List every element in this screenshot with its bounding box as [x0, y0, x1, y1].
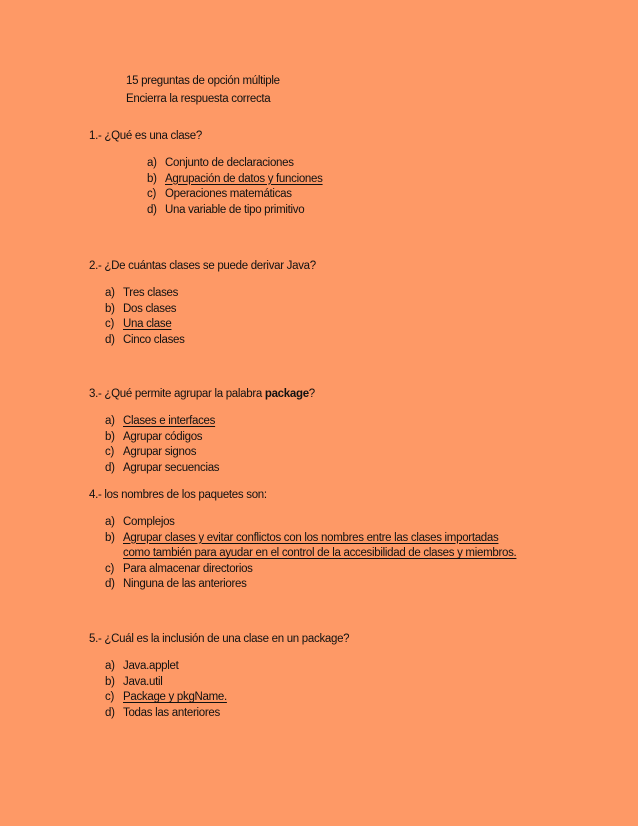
- option-2c: [105, 317, 316, 333]
- option-4a: [105, 515, 525, 531]
- option-text: Complejos: [123, 516, 175, 528]
- option-3c: [105, 445, 315, 461]
- instructions: [126, 72, 280, 108]
- option-label: a): [105, 516, 115, 528]
- option-text-correct: Una clase: [123, 318, 172, 330]
- question-5-text: 5.- ¿Cuál es la inclusión de una clase en un package?: [89, 633, 350, 645]
- option-label: c): [105, 691, 114, 703]
- option-1d: [147, 203, 323, 219]
- option-text-correct: Agrupar clases y evitar conflictos con los nombres entre las clases importadas como también para ayudar en el control de la accesibilidad de clases y miembros.: [123, 531, 517, 559]
- option-label: d): [147, 203, 157, 216]
- option-text: Cinco clases: [123, 333, 185, 346]
- question-4-options: [105, 515, 525, 593]
- option-4b: [105, 531, 525, 562]
- option-text: Dos clases: [123, 302, 177, 315]
- option-text: Agrupar signos: [123, 446, 197, 458]
- option-label: d): [105, 461, 115, 474]
- question-4: [89, 487, 525, 593]
- option-text-correct: Agrupación de datos y funciones: [165, 172, 323, 185]
- option-1b: [147, 172, 323, 188]
- question-2: [89, 258, 316, 348]
- question-5: [89, 631, 349, 721]
- option-3b: [105, 430, 315, 446]
- option-text-correct: Clases e interfaces: [123, 415, 216, 427]
- option-1c: [147, 187, 323, 203]
- option-text: Conjunto de declaraciones: [165, 157, 294, 169]
- option-label: c): [105, 562, 114, 575]
- option-text: Java.applet: [123, 660, 179, 672]
- option-text-correct: Package y pkgName.: [123, 691, 227, 703]
- option-5d: [105, 706, 349, 722]
- question-1-text: 1.- ¿Qué es una clase?: [89, 130, 202, 142]
- question-2-options: [105, 286, 316, 348]
- instructions-line-2: Encierra la respuesta correcta: [126, 93, 271, 105]
- option-3d: [105, 461, 315, 477]
- option-label: a): [105, 660, 115, 672]
- question-1: [89, 128, 323, 218]
- option-2d: [105, 333, 316, 349]
- option-text: Tres clases: [123, 287, 179, 299]
- option-label: b): [105, 675, 115, 688]
- option-label: d): [105, 706, 115, 719]
- option-5c: [105, 690, 349, 706]
- question-3-text-after: ?: [308, 388, 315, 400]
- option-label: a): [105, 415, 115, 427]
- option-text: Agrupar códigos: [123, 430, 203, 443]
- option-3a: [105, 414, 315, 430]
- question-3-keyword: package: [264, 388, 309, 400]
- option-label: d): [105, 578, 115, 590]
- option-label: c): [105, 446, 114, 458]
- question-1-options: [147, 156, 323, 218]
- question-4-text: 4.- los nombres de los paquetes son:: [89, 489, 267, 501]
- question-3: [89, 386, 315, 476]
- question-5-options: [105, 659, 349, 721]
- option-label: b): [147, 172, 157, 185]
- instructions-line-1: 15 preguntas de opción múltiple: [126, 75, 280, 87]
- option-text: Operaciones matemáticas: [165, 188, 292, 200]
- option-5b: [105, 675, 349, 691]
- question-3-options: [105, 414, 315, 476]
- option-2b: [105, 302, 316, 318]
- option-label: b): [105, 430, 115, 443]
- option-text: Una variable de tipo primitivo: [165, 203, 305, 216]
- option-text: Java.util: [123, 675, 163, 688]
- option-text: Para almacenar directorios: [123, 562, 253, 575]
- question-3-text: [89, 386, 315, 402]
- option-2a: [105, 286, 316, 302]
- option-label: a): [105, 287, 115, 299]
- option-label: d): [105, 333, 115, 346]
- option-4c: [105, 562, 525, 578]
- option-label: a): [147, 157, 157, 169]
- question-3-text-before: 3.- ¿Qué permite agrupar la palabra: [89, 388, 265, 400]
- option-text: Todas las anteriores: [123, 706, 220, 719]
- option-5a: [105, 659, 349, 675]
- option-text: Ninguna de las anteriores: [123, 578, 247, 590]
- option-label: b): [105, 302, 115, 315]
- option-label: c): [105, 318, 114, 330]
- option-label: c): [147, 188, 156, 200]
- option-1a: [147, 156, 323, 172]
- option-text: Agrupar secuencias: [123, 461, 220, 474]
- question-2-text: 2.- ¿De cuántas clases se puede derivar Java?: [89, 260, 316, 272]
- option-label: b): [105, 531, 115, 544]
- option-4d: [105, 577, 525, 593]
